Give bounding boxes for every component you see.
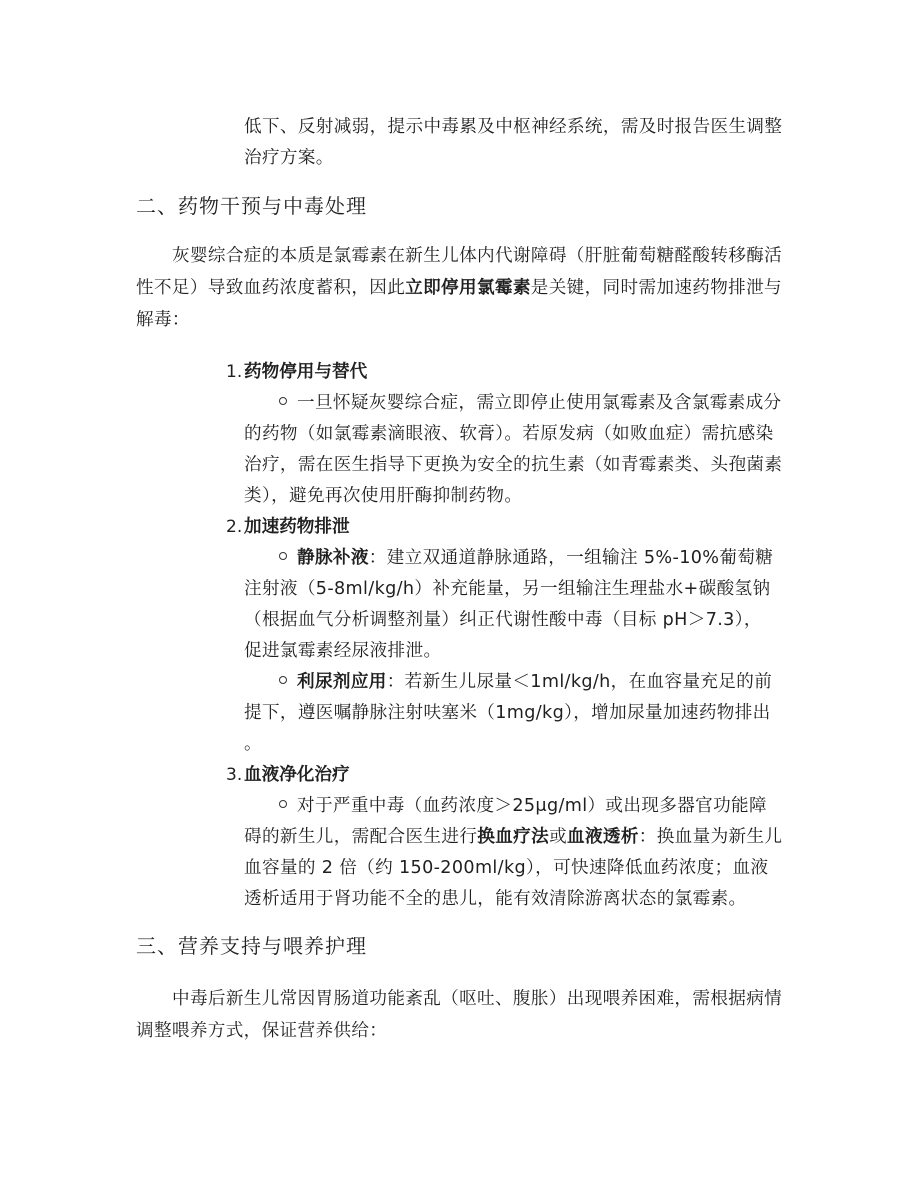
- intro-line-1: 低下、反射减弱，提示中毒累及中枢神经系统，需及时报告医生调整: [244, 117, 783, 137]
- item-1-number: 1.: [226, 362, 243, 382]
- item-1-bullet-line-4: 类），避免再次使用肝酶抑制药物。: [244, 486, 523, 506]
- section-2-heading: 二、药物干预与中毒处理: [136, 194, 367, 218]
- item-3-bullet-line-2: 碍的新生儿，需配合医生进行换血疗法或血液透析：换血量为新生儿: [244, 827, 783, 847]
- item-1-bullet-line-3: 治疗，需在医生指导下更换为安全的抗生素（如青霉素类、头孢菌素: [244, 455, 783, 475]
- item-2-bullet-1-line-2: 注射液（5-8ml/kg/h）补充能量，另一组输注生理盐水+碳酸氢钠: [244, 579, 771, 599]
- item-2-number: 2.: [226, 517, 243, 537]
- section-3-heading: 三、营养支持与喂养护理: [136, 934, 367, 958]
- item-2-bullet-1-line-1: 静脉补液：建立双通道静脉通路，一组输注 5%-10%葡萄糖: [279, 543, 773, 573]
- hollow-circle-bullet-icon: [279, 800, 287, 808]
- item-3-bullet-line-4: 透析适用于肾功能不全的患儿，能有效清除游离状态的氯霉素。: [244, 889, 747, 909]
- stop-chloramphenicol-emphasis: 立即停用氯霉素: [405, 278, 531, 298]
- item-1-bullet-line-2: 的药物（如氯霉素滴眼液、软膏）。若原发病（如败血症）需抗感染: [244, 424, 774, 444]
- s2-paragraph-line-3: 解毒：: [136, 310, 190, 330]
- item-3-bullet-line-1: 对于严重中毒（血药浓度＞25μg/ml）或出现多器官功能障: [279, 791, 767, 821]
- hollow-circle-bullet-icon: [279, 552, 287, 560]
- item-2-bullet-2-line-1: 利尿剂应用：若新生儿尿量＜1ml/kg/h，在血容量充足的前: [279, 667, 772, 697]
- item-2-bullet-2-line-3: 。: [244, 734, 262, 754]
- hemodialysis-emphasis: 血液透析: [567, 827, 639, 847]
- s3-paragraph-line-1: 中毒后新生儿常因胃肠道功能紊乱（呕吐、腹胀）出现喂养困难，需根据病情: [172, 989, 783, 1009]
- hollow-circle-bullet-icon: [279, 397, 287, 405]
- item-2-title: 加速药物排泄: [244, 517, 350, 537]
- exchange-transfusion-emphasis: 换血疗法: [477, 827, 550, 847]
- item-2-bullet-1-line-3: （根据血气分析调整剂量）纠正代谢性酸中毒（目标 pH＞7.3），: [244, 610, 762, 630]
- item-2-bullet-1-line-4: 促进氯霉素经尿液排泄。: [244, 641, 442, 661]
- s2-paragraph-line-2: 性不足）导致血药浓度蓄积，因此立即停用氯霉素是关键，同时需加速药物排泄与: [136, 278, 782, 298]
- item-1-title: 药物停用与替代: [244, 362, 368, 382]
- s3-paragraph-line-2: 调整喂养方式，保证营养供给：: [136, 1021, 388, 1041]
- s2-paragraph-line-1: 灰婴综合症的本质是氯霉素在新生儿体内代谢障碍（肝脏葡萄糖醛酸转移酶活: [172, 246, 783, 266]
- item-3-bullet-line-3: 血容量的 2 倍（约 150-200ml/kg），可快速降低血药浓度；血液: [244, 858, 769, 878]
- diuretic-label: 利尿剂应用: [297, 672, 387, 692]
- item-2-bullet-2-line-2: 提下，遵医嘱静脉注射呋塞米（1mg/kg），增加尿量加速药物排出: [244, 703, 771, 723]
- iv-fluid-label: 静脉补液: [297, 548, 369, 568]
- intro-line-2: 治疗方案。: [244, 148, 334, 168]
- item-3-number: 3.: [226, 765, 243, 785]
- item-1-bullet-line-1: 一旦怀疑灰婴综合症，需立即停止使用氯霉素及含氯霉素成分: [279, 388, 781, 418]
- item-3-title: 血液净化治疗: [244, 765, 350, 785]
- hollow-circle-bullet-icon: [279, 676, 287, 684]
